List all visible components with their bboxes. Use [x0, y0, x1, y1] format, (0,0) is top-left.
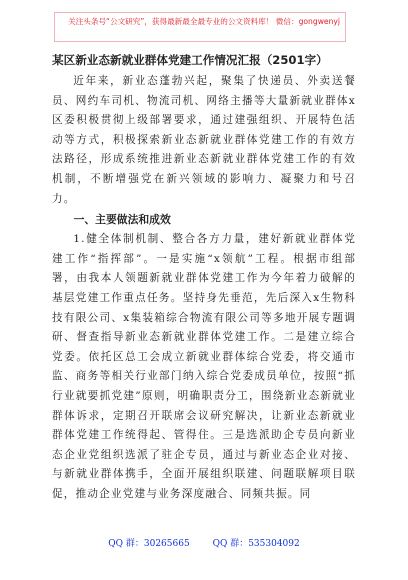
- section-paragraph: 1.健全体制机制、整合各方力量，建好新就业群体党建工作“指挥部”。一是实施“x领航”工程。根据市组部署，由我本人领题新就业群体党建工作为今年着力破解的基层党建工作重点任务。坚持身先垂范，先后深入x生物科技有限公司、x集装箱综合物流有限公司等多地开展专题调研、督查指导新业态新就业群体党建工作。二是建立综合党委。依托区总工会成立新就业群体综合党委，将交通市监、商务等相关行业部门纳入综合党委成员单位，按照“抓行业就要抓党建”原则，明确职责分工，围绕新业态新就业群体诉求，定期召开联席会议研究解决，让新业态新就业群体党建工作统得起、管得住。三是选派助企专员向新业态企业党组织选派了驻企专员，通过与新业态企业对接、与新就业群体携手，全面开展组织联建、问题联解项目联促，推动企业党建与业务深度融合、同频共振。同: [52, 233, 356, 500]
- promo-banner: [54, 12, 346, 42]
- intro-paragraph: 近年来，新业态蓬勃兴起，聚集了快递员、外卖送餐员、网约车司机、物流司机、网络主播等大量新就业群体x区委积极贯彻上级部署要求，通过建强组织、开展特色活动等方式，积极探索新业态新就业群体党建工作的有效方法路径，形成系统推进新业态新就业群体党建工作的有效机制，不断增强党在新兴领域的影响力、凝聚力和号召力。: [52, 75, 356, 205]
- promo-banner-text: 关注头条号“公文研究”，获得最新最全最专业的公文资料库！ 微信：gongwenyj: [68, 17, 340, 26]
- document-body: [52, 52, 356, 504]
- document-title: 某区新业态新就业群体党建工作情况汇报（2501字）: [52, 53, 328, 67]
- section-heading-main-practices: 一、主要做法和成效: [73, 213, 171, 227]
- footer-qq-group-2: QQ 群：535304092: [212, 539, 300, 549]
- footer-contact: [0, 537, 408, 551]
- footer-qq-group-1: QQ 群：30265665: [108, 539, 190, 549]
